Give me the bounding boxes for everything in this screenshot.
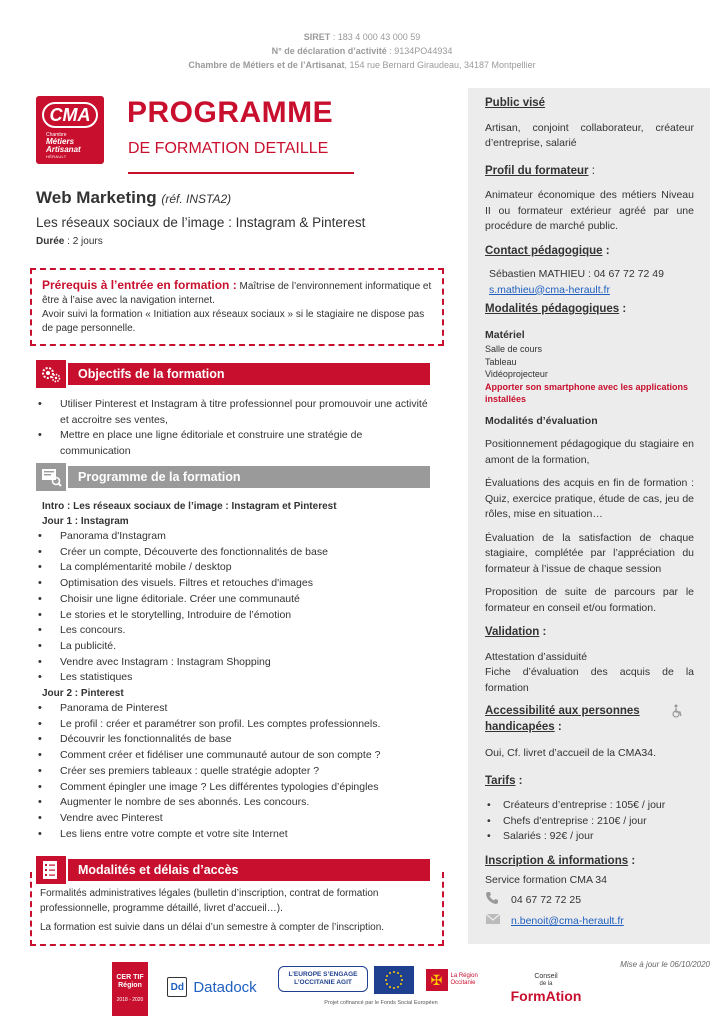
- modped-title: Modalités pédagogiques: [485, 303, 620, 315]
- eval-item: Proposition de suite de parcours par le formateur en conseil et/ou formation.: [485, 586, 694, 614]
- datadock-mark-icon: Dd: [167, 977, 187, 997]
- validation-title: Validation: [485, 626, 540, 638]
- section-objectifs-title: Objectifs de la formation: [68, 363, 430, 385]
- inscription-colon: :: [628, 854, 636, 867]
- list-item: • Les statistiques: [36, 670, 431, 686]
- access-text: Oui, Cf. livret d’accueil de la CMA34.: [485, 747, 656, 759]
- list-item: • Mettre en place une ligne éditoriale et construire une stratégie de communication: [36, 428, 431, 459]
- list-item: • Les liens entre votre compte et votre site Internet: [36, 827, 431, 843]
- list-item: • Les concours.: [36, 623, 431, 639]
- objectifs-list: [36, 397, 431, 460]
- certif-years: 2018 - 2020: [116, 997, 144, 1003]
- chambre-label: Chambre de Métiers et de l’Artisanat: [188, 60, 345, 70]
- presentation-icon: [36, 463, 66, 491]
- prerequisites-text-2: Avoir suivi la formation « Initiation aux réseaux sociaux » si le stagiaire ne dispose pas de page personnelle.: [42, 309, 425, 334]
- list-item: • Vendre avec Pinterest: [36, 811, 431, 827]
- materiel-item: Tableau: [485, 356, 517, 367]
- list-item: • Salariés : 92€ / jour: [485, 829, 694, 845]
- inscription-phone: 04 67 72 72 25: [511, 893, 582, 906]
- cma-logo-line3: HÉRAULT: [46, 154, 67, 159]
- eval-item: Évaluation de la satisfaction de chaque stagiaire, complétée par l’appréciation du formateur à l’issue de chaque session: [485, 531, 694, 575]
- profil-colon: :: [588, 164, 595, 177]
- title-divider: [128, 172, 354, 174]
- programme-jour1-title: Jour 1 : Instagram: [42, 516, 129, 527]
- page-title: PROGRAMME: [127, 96, 334, 129]
- europe-note: Projet cofinancé par le Fonds Social Européen: [324, 1000, 438, 1006]
- validation-colon: :: [539, 626, 547, 638]
- materiel-item: Salle de cours: [485, 344, 543, 354]
- section-programme: [36, 463, 430, 491]
- certif-region-logo: [112, 962, 148, 1016]
- phone-icon: [485, 891, 499, 911]
- list-item: • Comment épingler une image ? Les différentes typologies d’épingles: [36, 780, 431, 796]
- section-modalites-title: Modalités et délais d’accès: [68, 859, 430, 881]
- declaration-label: N° de déclaration d’activité: [271, 46, 387, 56]
- list-item: • Créateurs d’entreprise : 105€ / jour: [485, 798, 694, 814]
- list-item: • Le stories et le storytelling, Introduire de l’émotion: [36, 608, 431, 624]
- list-item: • Chefs d’entreprise : 210€ / jour: [485, 814, 694, 830]
- info-sidebar: [468, 88, 710, 944]
- list-item: • La publicité.: [36, 639, 431, 655]
- course-subtitle: Les réseaux sociaux de l’image : Instagram & Pinterest: [36, 215, 366, 230]
- programme-intro: Intro : Les réseaux sociaux de l’image : Instagram et Pinterest: [42, 501, 337, 512]
- tarifs-list: [485, 798, 694, 845]
- list-item: • Le profil : créer et paramétrer son profil. Les comptes professionnels.: [36, 717, 431, 733]
- cma-logo-line1: Chambre: [46, 132, 67, 138]
- cma-logo-mark: CMA: [42, 102, 98, 128]
- contact-title: Contact pédagogique: [485, 244, 603, 257]
- contact-heading: [485, 244, 694, 260]
- wheelchair-icon: [671, 704, 683, 724]
- update-date: Mise à jour le 06/10/2020: [620, 960, 710, 969]
- tarifs-title: Tarifs: [485, 774, 516, 787]
- siret-value: : 183 4 000 43 000 59: [330, 32, 421, 42]
- siret-label: SIRET: [303, 32, 331, 42]
- conseil-formation-logo: [498, 964, 594, 1012]
- course-ref: (réf. INSTA2): [161, 192, 232, 206]
- programme-jour2-list: [36, 701, 431, 842]
- list-item: • Augmenter le nombre de ses abonnés. Les concours.: [36, 795, 431, 811]
- conseil-line2: de la: [539, 980, 553, 987]
- list-item: • Utiliser Pinterest et Instagram à titre professionnel pour promouvoir une activité et accroitre ses ventes,: [36, 397, 431, 428]
- page-subtitle: DE FORMATION DETAILLE: [128, 140, 329, 157]
- access-colon: :: [554, 720, 562, 733]
- cma-logo-line2: Métiers Artisanat: [46, 137, 81, 154]
- cma-logo: [36, 96, 104, 164]
- declaration-value: : 9134PO44934: [386, 46, 453, 56]
- eval-title: Modalités d’évaluation: [485, 414, 598, 427]
- public-title: Public visé: [485, 97, 546, 109]
- contact-colon: :: [602, 244, 610, 257]
- tarifs-colon: :: [515, 774, 523, 787]
- inscription-service: Service formation CMA 34: [485, 874, 607, 886]
- modalites-text-1: Formalités administratives légales (bulletin d’inscription, contrat de formation professionnelle, programme détaillé, livret d’accueil…).: [40, 888, 379, 914]
- programme-jour1-list: [36, 529, 431, 686]
- datadock-logo: [158, 972, 266, 1002]
- course-title: [36, 188, 231, 208]
- materiel-note: Apporter son smartphone avec les applications installées: [485, 381, 689, 404]
- access-heading: [485, 704, 694, 735]
- phone-row: [485, 891, 694, 911]
- inscription-title: Inscription & informations: [485, 854, 629, 867]
- contact-name: Sébastien MATHIEU : 04 67 72 72 49: [489, 268, 664, 280]
- occitanie-cross-icon: ✠: [426, 969, 448, 991]
- certif-text: CER TIF Région: [116, 974, 144, 989]
- europe-occitanie-logo: [278, 966, 368, 992]
- section-programme-title: Programme de la formation: [68, 466, 430, 488]
- list-item: • Optimisation des visuels. Filtres et retouches d'images: [36, 576, 431, 592]
- modped-colon: :: [619, 303, 627, 315]
- gears-icon: [36, 360, 66, 388]
- mail-icon: [485, 912, 501, 932]
- europe-line1: L’EUROPE S’ENGAGE: [288, 971, 358, 978]
- europe-line2: L’OCCITANIE AGIT: [294, 979, 352, 986]
- prerequisites-box: [30, 268, 444, 346]
- inscription-heading: [485, 854, 694, 870]
- prerequisites-text: Maîtrise de l’environnement informatique et être à l’aise avec la navigation internet.: [42, 281, 432, 306]
- list-item: • Créer ses premiers tableaux : quelle stratégie adopter ?: [36, 764, 431, 780]
- validation-text-2: Fiche d’évaluation des acquis de la formation: [485, 666, 694, 694]
- region-text: La Région Occitanie: [450, 973, 478, 986]
- section-objectifs: [36, 360, 430, 388]
- profil-title: Profil du formateur: [485, 164, 589, 177]
- programme-jour2-title: Jour 2 : Pinterest: [42, 688, 124, 700]
- modalites-box: [30, 872, 444, 946]
- validation-text-1: Attestation d’assiduité: [485, 650, 588, 663]
- access-title: Accessibilité aux personnes handicapées: [485, 705, 640, 733]
- modalites-text-2: La formation est suivie dans un délai d’un semestre à compter de l’inscription.: [40, 922, 385, 933]
- chambre-address: , 154 rue Bernard Giraudeau, 34187 Montpellier: [344, 60, 536, 70]
- header-info: [0, 30, 724, 72]
- course-name: Web Marketing: [36, 188, 157, 207]
- prerequisites-label: Prérequis à l’entrée en formation :: [42, 278, 237, 292]
- list-item: • La complémentarité mobile / desktop: [36, 560, 431, 576]
- conseil-line3: FormAtion: [510, 987, 582, 1004]
- profil-heading: [485, 164, 694, 180]
- email-row: [485, 912, 694, 932]
- materiel-title: Matériel: [485, 328, 525, 341]
- inscription-email-link[interactable]: n.benoit@cma-herault.fr: [511, 915, 624, 927]
- materiel-item: Vidéoprojecteur: [485, 369, 548, 379]
- list-item: • Panorama d'Instagram: [36, 529, 431, 545]
- public-text: Artisan, conjoint collaborateur, créateur d’entreprise, salarié: [485, 121, 694, 149]
- list-item: • Panorama de Pinterest: [36, 701, 431, 717]
- list-item: • Créer un compte, Découverte des fonctionnalités de base: [36, 545, 431, 561]
- duration-value: : 2 jours: [64, 236, 103, 247]
- validation-heading: [485, 625, 694, 641]
- modped-heading: [485, 302, 694, 318]
- duration-label: Durée: [36, 236, 65, 247]
- profil-text: Animateur économique des métiers Niveau II ou formateur extérieur agréé par une procédure de marché public.: [485, 189, 694, 232]
- tarifs-heading: [485, 774, 694, 790]
- list-item: • Découvrir les fonctionnalités de base: [36, 732, 431, 748]
- datadock-text: Datadock: [193, 978, 257, 996]
- list-item: • Vendre avec Instagram : Instagram Shopping: [36, 655, 431, 671]
- eval-item: Positionnement pédagogique du stagiaire en amont de la formation,: [485, 438, 694, 466]
- eu-flag-icon: [374, 966, 414, 994]
- region-occitanie-logo: [424, 966, 484, 994]
- course-duration: [36, 236, 103, 247]
- conseil-line1: Conseil: [534, 972, 558, 980]
- eval-item: Évaluations des acquis en fin de formation : Quiz, exercice pratique, étude de cas, jeu de rôles, mise en situation…: [485, 477, 694, 520]
- contact-email-link[interactable]: s.mathieu@cma-herault.fr: [489, 283, 610, 296]
- footer-logos: [0, 962, 724, 1018]
- list-item: • Choisir une ligne éditoriale. Créer une communauté: [36, 592, 431, 608]
- list-item: • Comment créer et fidéliser une communauté autour de son compte ?: [36, 748, 431, 764]
- programme-content: [36, 499, 431, 842]
